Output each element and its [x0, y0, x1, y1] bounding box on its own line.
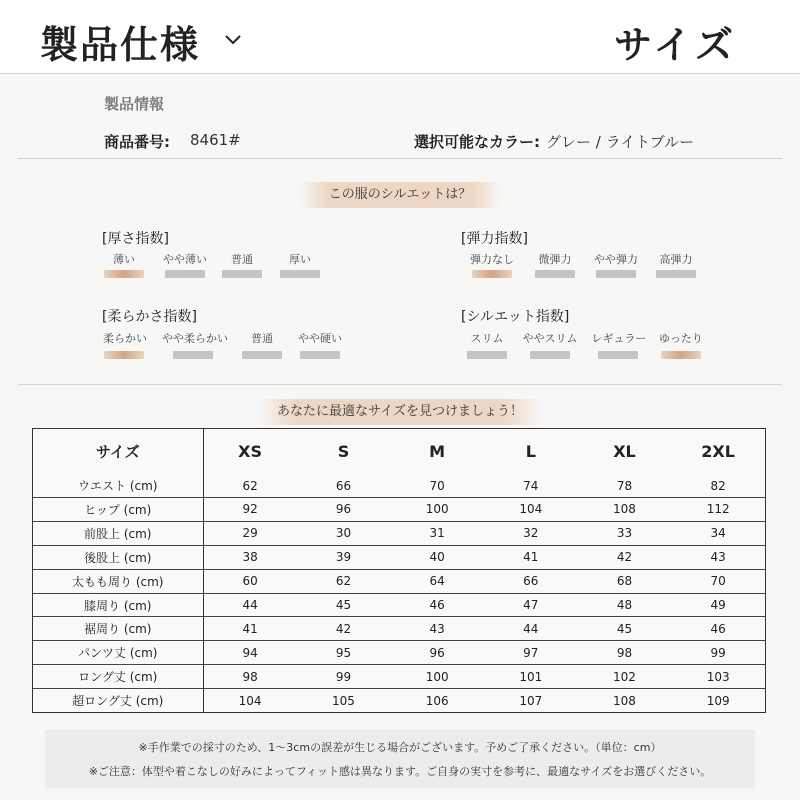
- table-cell: 105: [297, 689, 391, 712]
- table-cell: 95: [297, 641, 391, 665]
- table-cell: 96: [390, 641, 484, 665]
- thickness-option-bar: [280, 270, 320, 278]
- thickness-option-bar: [222, 270, 262, 278]
- elasticity-option-bar: [656, 270, 696, 278]
- elasticity-option-bar: [472, 270, 512, 278]
- item-number-label: 商品番号:: [104, 133, 170, 151]
- thickness-option-label: 厚い: [289, 253, 311, 266]
- table-header-cell: 2XL: [701, 442, 735, 462]
- table-cell: 97: [484, 641, 578, 665]
- row-label-cell: 超ロング丈 (cm): [33, 689, 203, 712]
- page-header: [0, 0, 800, 73]
- table-cell: 94: [203, 641, 297, 665]
- silhouette-option-label: レギュラー: [591, 332, 647, 345]
- table-header-cell: L: [525, 442, 536, 462]
- thickness-option-bar: [165, 270, 205, 278]
- softness-index-title: [柔らかさ指数]: [102, 309, 197, 325]
- table-cell: 38: [203, 545, 297, 569]
- table-cell: 42: [578, 545, 672, 569]
- table-row: [33, 641, 765, 665]
- row-label-cell: ヒップ (cm): [33, 497, 203, 521]
- table-cell: 39: [297, 545, 391, 569]
- softness-option-bar: [173, 351, 213, 359]
- table-row: [33, 689, 765, 712]
- table-cell: 66: [335, 478, 352, 493]
- row-label-cell: ロング丈 (cm): [33, 665, 203, 689]
- silhouette-pill: この服のシルエットは？: [300, 182, 500, 208]
- thickness-option-label: 普通: [231, 253, 253, 266]
- table-cell: 103: [671, 665, 765, 689]
- table-row: [33, 497, 765, 521]
- table-cell: 29: [203, 521, 297, 545]
- product-info-title: 製品情報: [104, 95, 165, 113]
- elasticity-option-label: 微弾力: [538, 253, 572, 266]
- table-row: [33, 474, 765, 497]
- table-cell: 46: [671, 617, 765, 641]
- note-line: ※手作業での採寸のため、1～3cmの誤差が生じる場合がございます。予めご了承ください。（単位：cm）: [138, 741, 662, 754]
- table-cell: 41: [203, 617, 297, 641]
- silhouette-option-label: ややスリム: [522, 332, 578, 345]
- table-cell: 100: [390, 497, 484, 521]
- table-cell: 40: [390, 545, 484, 569]
- header-divider: [0, 73, 800, 74]
- table-cell: 108: [578, 689, 672, 712]
- table-cell: 44: [203, 593, 297, 617]
- table-cell: 45: [578, 617, 672, 641]
- table-cell: 49: [671, 593, 765, 617]
- section-divider: [18, 158, 782, 159]
- silhouette-index-title: [シルエット指数]: [461, 309, 570, 325]
- table-cell: 31: [390, 521, 484, 545]
- table-cell: 46: [390, 593, 484, 617]
- table-cell: 70: [429, 478, 445, 493]
- table-row: [33, 569, 765, 593]
- table-header-cell: サイズ: [33, 429, 203, 474]
- chevron-down-icon[interactable]: [222, 32, 244, 48]
- table-cell: 101: [484, 665, 578, 689]
- elasticity-index-title: [弾力指数]: [461, 231, 528, 247]
- table-cell: 107: [484, 689, 578, 712]
- notes-box: [45, 730, 755, 788]
- elasticity-option-label: やや弾力: [594, 253, 638, 266]
- elasticity-option-bar: [596, 270, 636, 278]
- table-cell: 41: [484, 545, 578, 569]
- table-header-cell: S: [337, 442, 350, 462]
- table-cell: 32: [484, 521, 578, 545]
- table-cell: 45: [297, 593, 391, 617]
- size-finder-pill: あなたに最適なサイズを見つけましょう！: [258, 399, 542, 425]
- table-cell: 62: [242, 478, 258, 493]
- table-cell: 70: [671, 569, 765, 593]
- table-cell: 100: [390, 665, 484, 689]
- softness-option-bar: [242, 351, 282, 359]
- softness-option-label: 柔らかい: [103, 332, 147, 345]
- table-header-cell: M: [429, 442, 446, 462]
- table-cell: 82: [710, 478, 726, 493]
- softness-option-label: やや硬い: [298, 332, 342, 345]
- softness-option-label: 普通: [251, 332, 273, 345]
- table-cell: 34: [671, 521, 765, 545]
- row-label-cell: 膝周り (cm): [33, 593, 203, 617]
- table-row: [33, 521, 765, 545]
- table-header-row: [33, 429, 765, 474]
- table-cell: 112: [671, 497, 765, 521]
- table-row: [33, 545, 765, 569]
- row-label-cell: 裾周り (cm): [33, 617, 203, 641]
- silhouette-option-bar: [467, 351, 507, 359]
- silhouette-option-bar: [530, 351, 570, 359]
- table-cell: 48: [578, 593, 672, 617]
- table-cell: 43: [671, 545, 765, 569]
- section-divider: [18, 384, 782, 385]
- note-line: ※ご注意：体型や着こなしの好みによってフィット感は異なります。ご自身の実寸を参考に、最適なサイズをお選びください。: [88, 765, 712, 778]
- table-body: [33, 474, 765, 712]
- row-label-cell: 前股上 (cm): [33, 521, 203, 545]
- table-cell: 99: [671, 641, 765, 665]
- table-cell: 78: [616, 478, 633, 493]
- colors-label: 選択可能なカラー:: [414, 133, 540, 151]
- softness-option-bar: [104, 351, 144, 359]
- row-label-cell: 後股上 (cm): [33, 545, 203, 569]
- thickness-option-label: 薄い: [113, 253, 135, 266]
- table-cell: 30: [297, 521, 391, 545]
- table-cell: 104: [484, 497, 578, 521]
- table-cell: 98: [578, 641, 672, 665]
- table-row: [33, 665, 765, 689]
- table-header-cell: XL: [613, 442, 636, 462]
- table-cell: 33: [578, 521, 672, 545]
- table-row: [33, 617, 765, 641]
- thickness-index-title: [厚さ指数]: [102, 231, 169, 247]
- page-title: 製品仕様: [40, 23, 201, 67]
- softness-option-label: やや柔らかい: [162, 332, 228, 345]
- row-label-cell: パンツ丈 (cm): [33, 641, 203, 665]
- table-cell: 102: [578, 665, 672, 689]
- elasticity-option-label: 高弾力: [659, 253, 693, 266]
- table-cell: 62: [297, 569, 391, 593]
- table-cell: 43: [390, 617, 484, 641]
- silhouette-option-bar: [661, 351, 701, 359]
- table-header-cell: XS: [238, 442, 262, 462]
- size-heading: サイズ: [614, 23, 737, 67]
- table-cell: 109: [671, 689, 765, 712]
- table-cell: 96: [297, 497, 391, 521]
- colors-value: グレー / ライトブルー: [546, 133, 695, 151]
- table-cell: 74: [523, 478, 539, 493]
- table-cell: 99: [297, 665, 391, 689]
- elasticity-option-bar: [535, 270, 575, 278]
- table-cell: 44: [484, 617, 578, 641]
- row-label-cell: 太もも周り (cm): [33, 569, 203, 593]
- table-cell: 68: [578, 569, 672, 593]
- size-table: [32, 428, 766, 713]
- thickness-option-bar: [104, 270, 144, 278]
- thickness-option-label: やや薄い: [163, 253, 207, 266]
- elasticity-option-label: 弾力なし: [470, 253, 514, 266]
- table-cell: 108: [578, 497, 672, 521]
- table-cell: 64: [390, 569, 484, 593]
- table-cell: 106: [390, 689, 484, 712]
- row-label-cell: ウエスト (cm): [33, 474, 203, 497]
- table-cell: 104: [203, 689, 297, 712]
- table-row: [33, 593, 765, 617]
- silhouette-option-bar: [598, 351, 638, 359]
- item-number-value: 8461#: [190, 131, 241, 149]
- table-cell: 47: [484, 593, 578, 617]
- silhouette-option-label: スリム: [470, 332, 504, 345]
- softness-option-bar: [300, 351, 340, 359]
- table-cell: 92: [203, 497, 297, 521]
- table-cell: 66: [484, 569, 578, 593]
- silhouette-option-label: ゆったり: [659, 332, 703, 345]
- table-cell: 60: [203, 569, 297, 593]
- table-cell: 42: [297, 617, 391, 641]
- table-cell: 98: [203, 665, 297, 689]
